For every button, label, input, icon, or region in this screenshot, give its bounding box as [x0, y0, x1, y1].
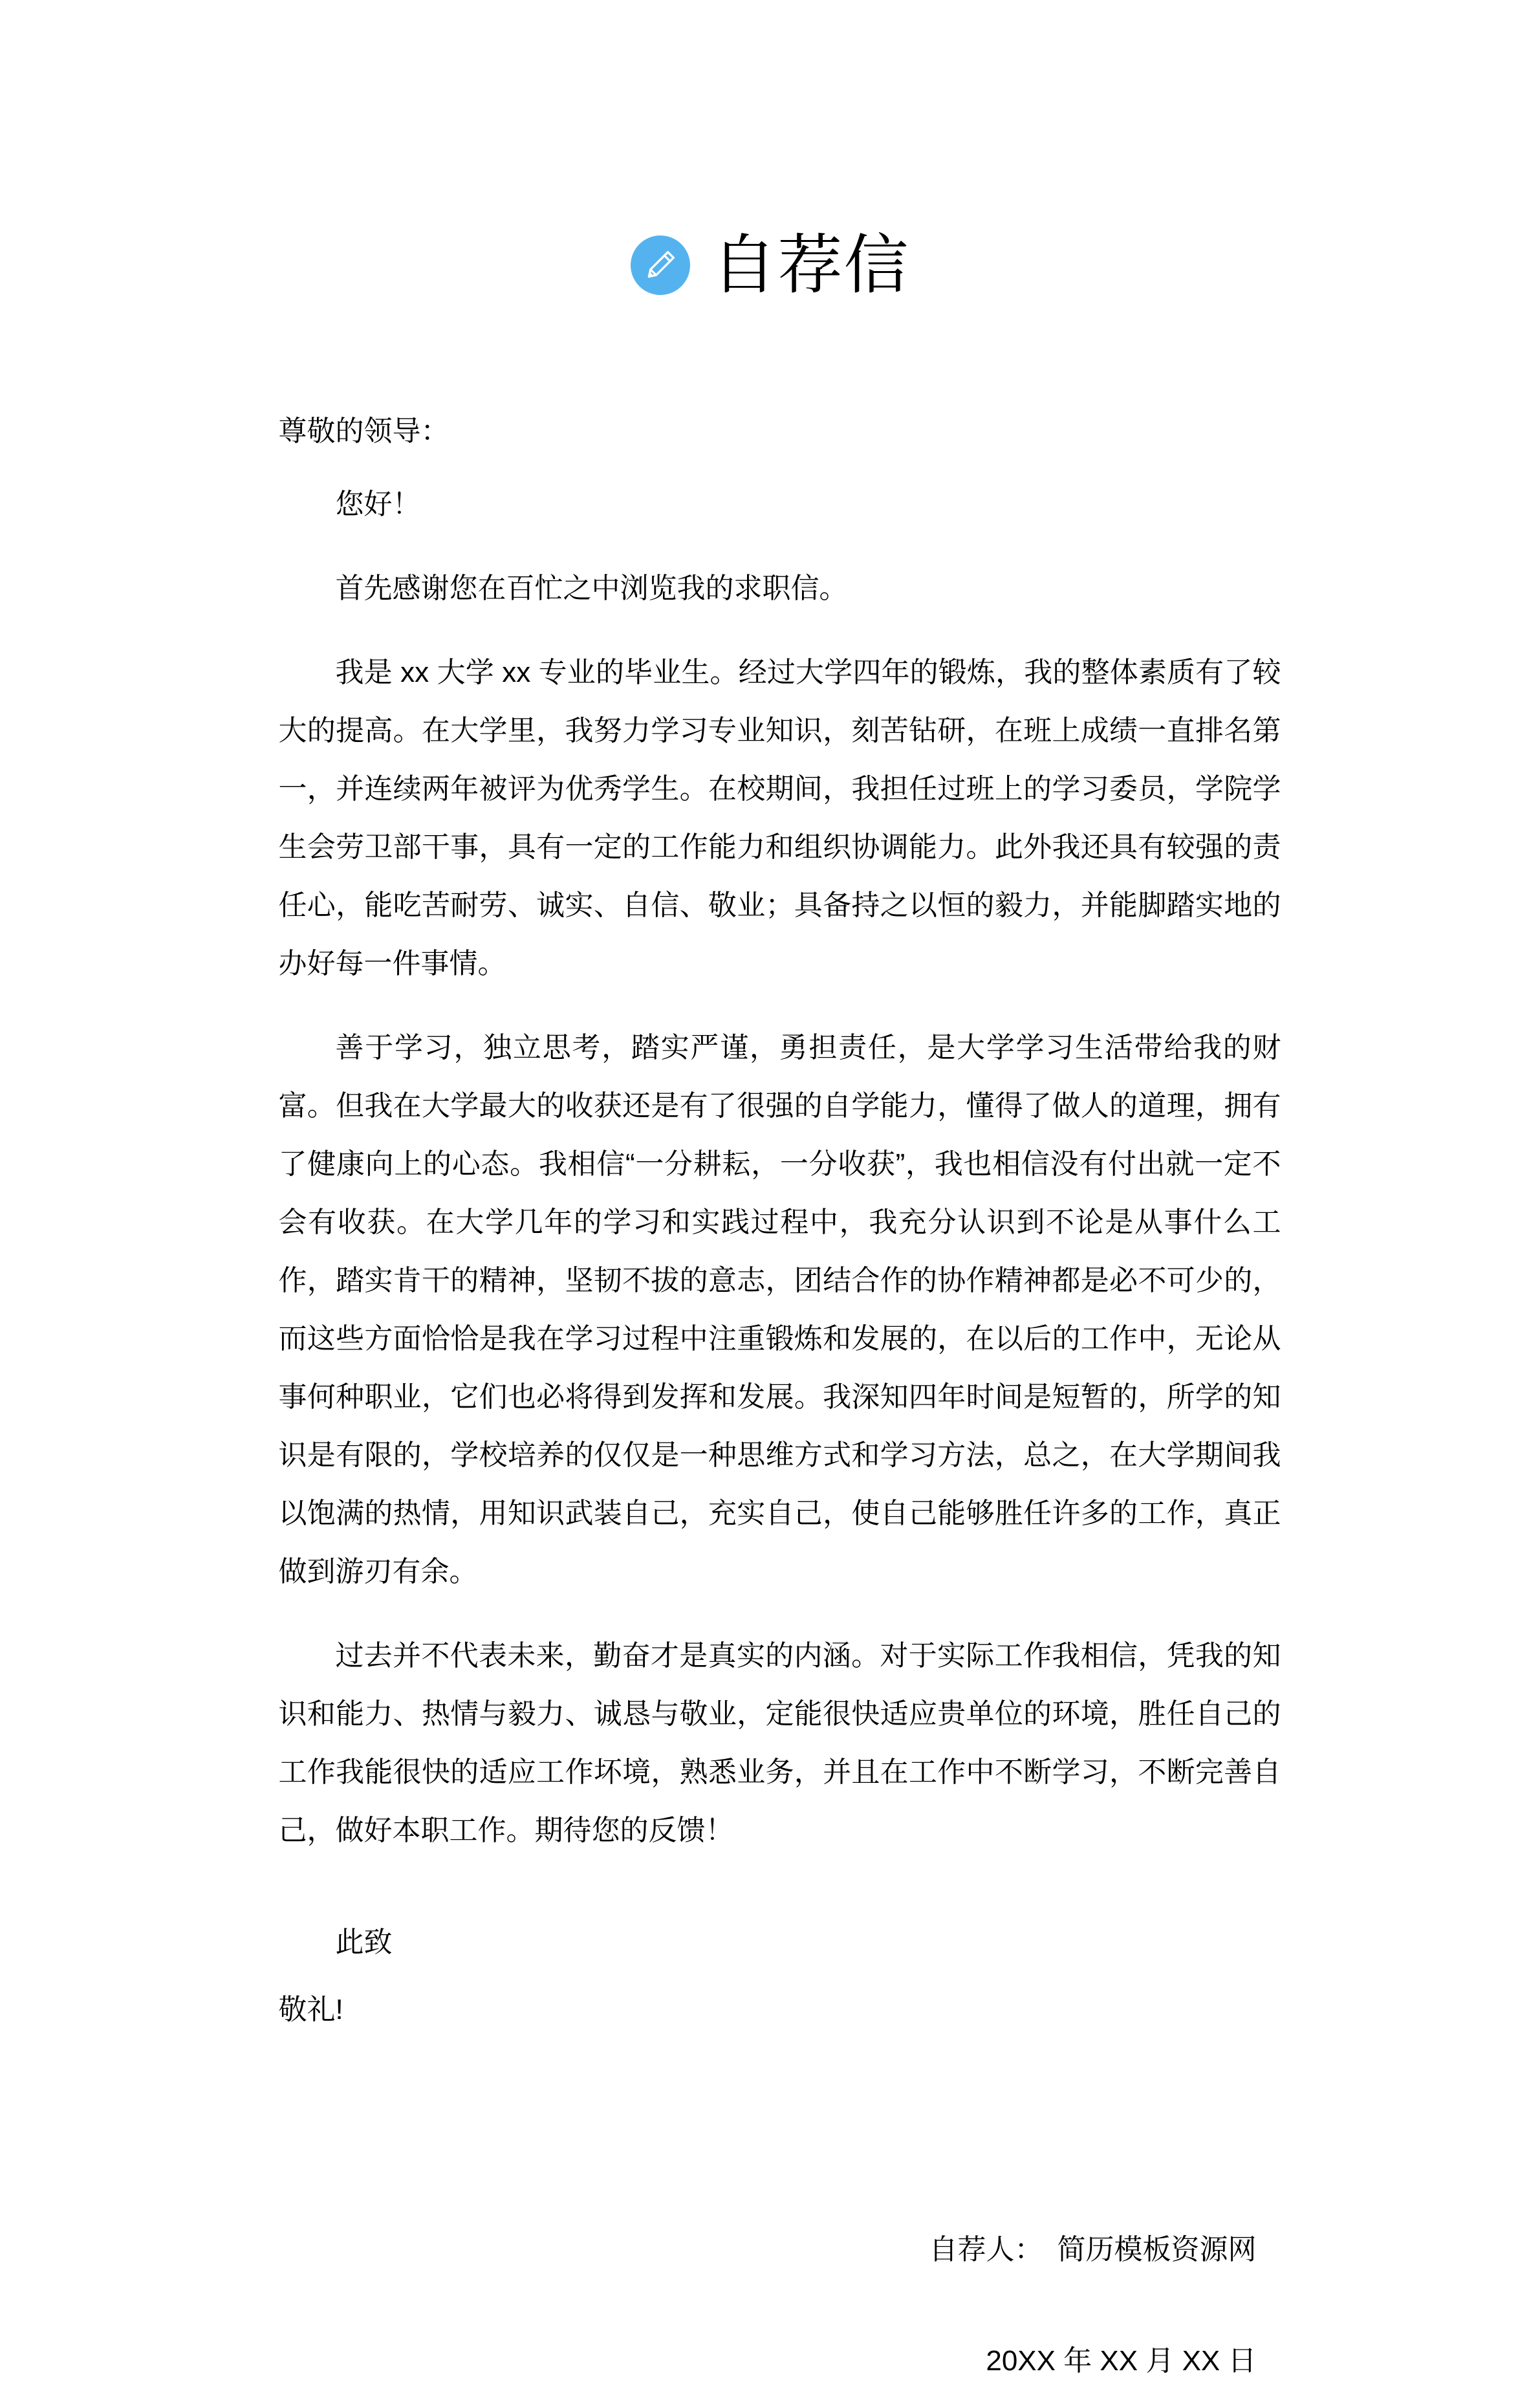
letter-body [156, 417, 1385, 2389]
signature-author-name: 简历模板资源网 [1057, 2234, 1257, 2265]
paragraph-greeting: 您好！ [335, 488, 421, 520]
salutation: 尊敬的领导： [278, 415, 450, 447]
signature-block [279, 2166, 1281, 2389]
document-header [0, 0, 1540, 311]
page-title: 自荐信 [711, 228, 910, 301]
signature-date: 20XX 年 XX 月 XX 日 [986, 2345, 1257, 2377]
paragraph-thanks: 首先感谢您在百忙之中浏览我的求职信。 [335, 573, 848, 604]
signature-author-label: 自荐人： [929, 2234, 1029, 2265]
pencil-icon [631, 235, 690, 295]
closing-jingli: 敬礼! [278, 1994, 343, 2025]
closing-cizhi: 此致 [335, 1926, 393, 1958]
paragraph-background: 我是 xx 大学 xx 专业的毕业生。经过大学四年的锻炼，我的整体素质有了较大的提高。在大学里，我努力学习专业知识，刻苦钻研，在班上成绩一直排名第一，并连续两年被评为优秀学生。在校期间，我担任过班上的学习委员，学院学生会劳卫部干事，具有一定的工作能力和组织协调能力。此外我还具有较强的责任心，能吃苦耐劳、诚实、自信、敬业；具备持之以恒的毅力，并能脚踏实地的办好每一件事情。 [278, 657, 1281, 979]
paragraph-future: 过去并不代表未来，勤奋才是真实的内涵。对于实际工作我相信，凭我的知识和能力、热情与毅力、诚恳与敬业，定能很快适应贵单位的环境，胜任自己的工作我能很快的适应工作坏境，熟悉业务，并且在工作中不断学习，不断完善自己，做好本职工作。期待您的反馈！ [278, 1640, 1281, 1846]
signature-spacer [1029, 2234, 1057, 2265]
signature-author-line [279, 2166, 1257, 2333]
closing-block [279, 1919, 1281, 2033]
paragraph-learning: 善于学习，独立思考，踏实严谨，勇担责任，是大学学习生活带给我的财富。但我在大学最大的收获还是有了很强的自学能力，懂得了做人的道理，拥有了健康向上的心态。我相信“一分耕耘，一分收获”，我也相信没有付出就一定不会有收获。在大学几年的学习和实践过程中，我充分认识到不论是从事什么工作，踏实肯干的精神，坚韧不拔的意志，团结合作的协作精神都是必不可少的，而这些方面恰恰是我在学习过程中注重锻炼和发展的，在以后的工作中，无论从事何种职业，它们也必将得到发挥和发展。我深知四年时间是短暂的，所学的知识是有限的，学校培养的仅仅是一种思维方式和学习方法，总之，在大学期间我以饱满的热情，用知识武装自己，充实自己，使自己能够胜任许多的工作，真正做到游刃有余。 [278, 1032, 1281, 1587]
